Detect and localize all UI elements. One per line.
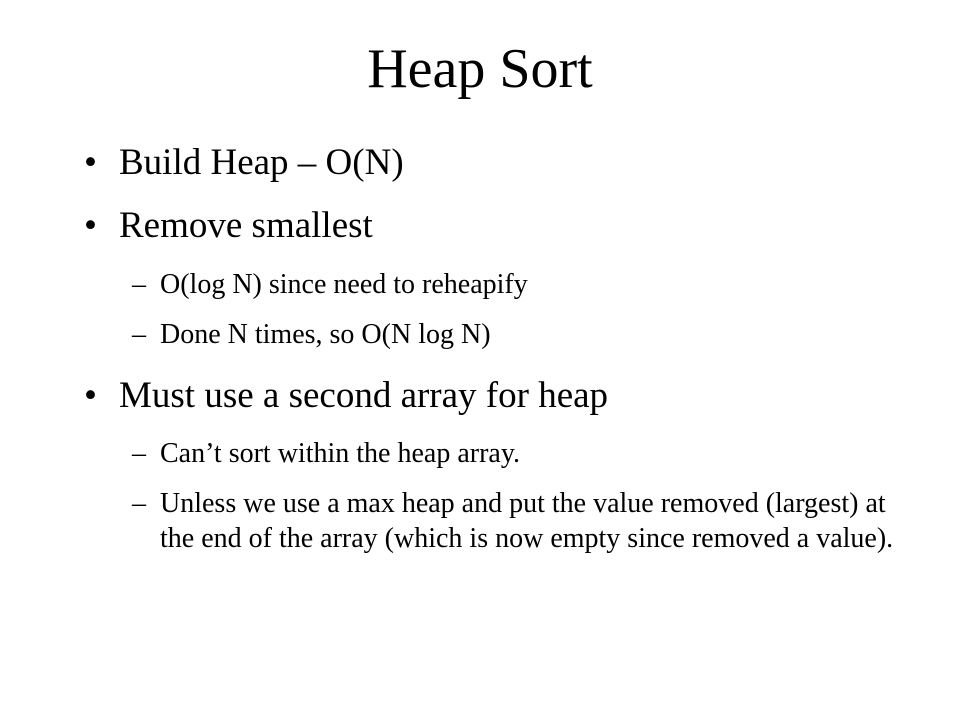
slide-title: Heap Sort xyxy=(367,38,593,100)
sub-bullet-item xyxy=(84,436,904,471)
sub-bullet-item xyxy=(84,267,904,302)
dash-icon: – xyxy=(132,437,146,469)
bullet-item xyxy=(84,140,904,186)
slide-content xyxy=(84,140,904,571)
sub-bullet-text: Unless we use a max heap and put the value removed (largest) at the end of the array (which is now empty since removed a value). xyxy=(160,487,894,554)
dash-icon: – xyxy=(132,268,146,300)
bullet-item xyxy=(84,373,904,419)
sub-bullet-text: Can’t sort within the heap array. xyxy=(160,437,521,469)
dash-icon: – xyxy=(132,318,146,350)
bullet-icon: • xyxy=(84,374,97,416)
bullet-text: Must use a second array for heap xyxy=(119,374,609,416)
sub-bullet-item xyxy=(84,317,904,352)
dash-icon: – xyxy=(132,487,146,519)
bullet-icon: • xyxy=(84,142,97,183)
sub-bullet-text: Done N times, so O(N log N) xyxy=(160,318,491,350)
bullet-text: Remove smallest xyxy=(119,205,373,247)
sub-bullet-text: O(log N) since need to reheapify xyxy=(160,268,528,300)
bullet-item xyxy=(84,203,904,249)
bullet-text: Build Heap – O(N) xyxy=(119,142,404,183)
sub-bullet-item xyxy=(84,486,904,556)
bullet-icon: • xyxy=(84,205,97,247)
